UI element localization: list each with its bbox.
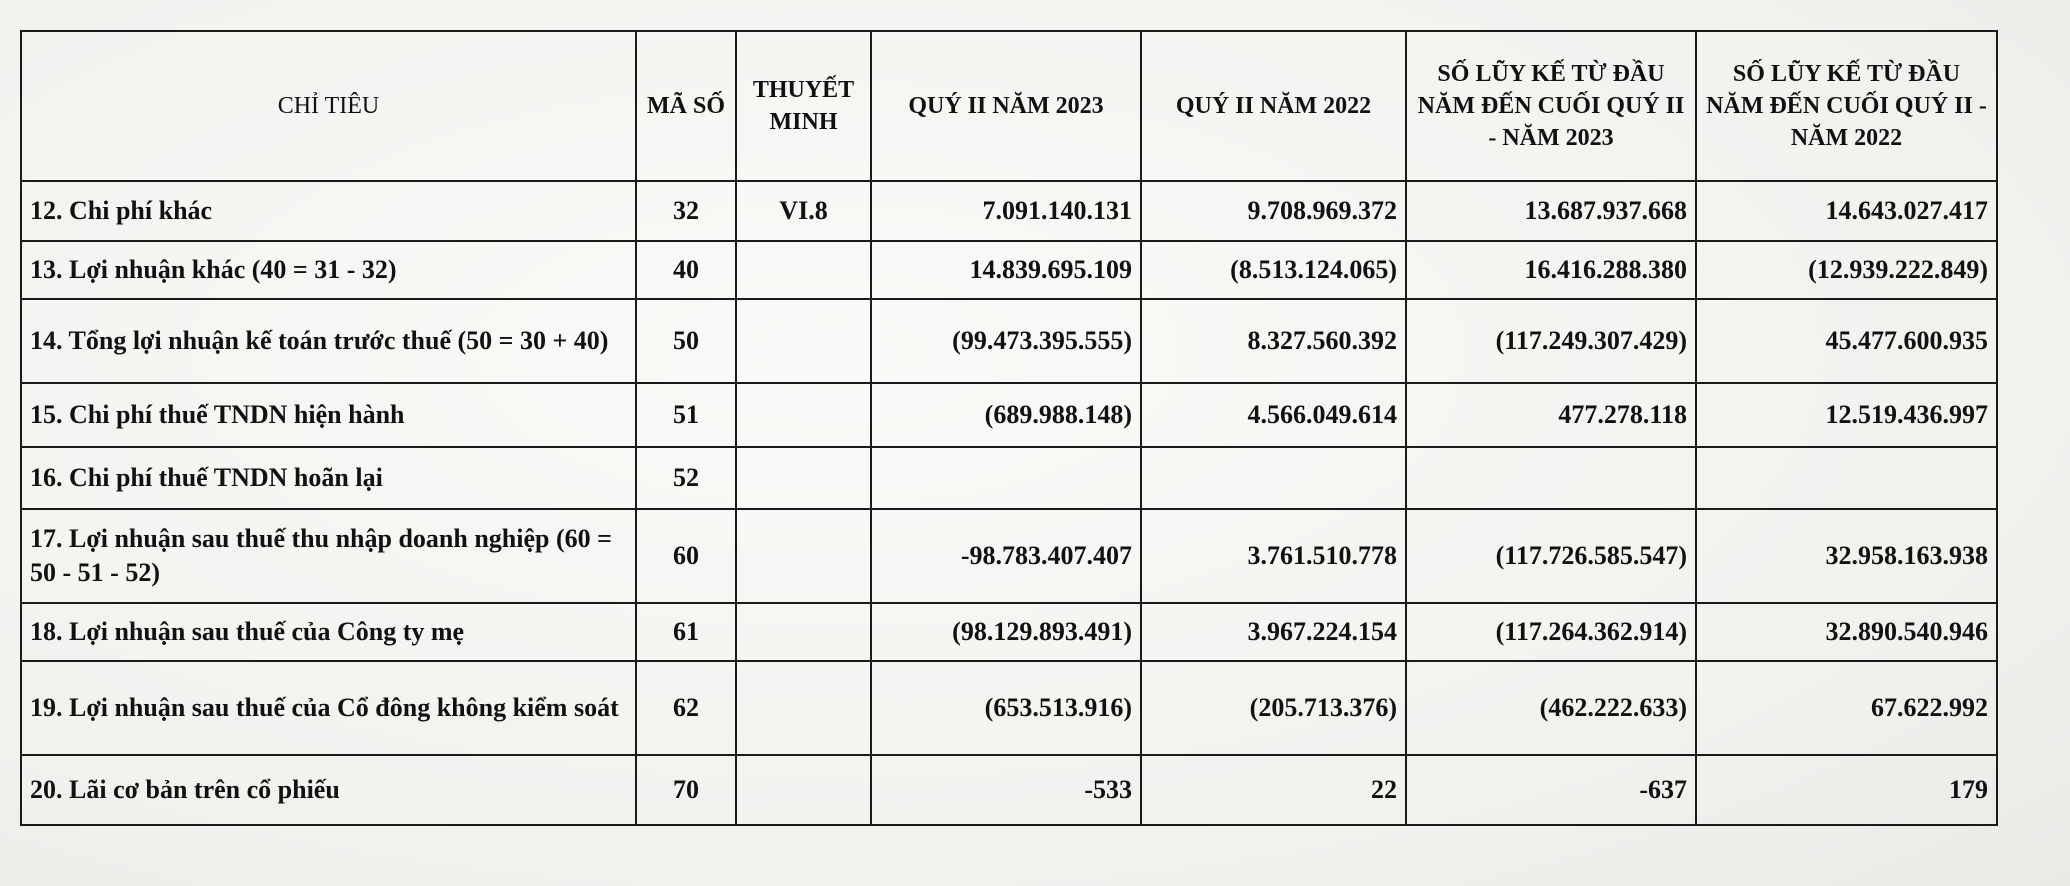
row-ytd-2023: 477.278.118 xyxy=(1406,383,1696,447)
row-q2-2023: (99.473.395.555) xyxy=(871,299,1141,383)
row-q2-2022: (205.713.376) xyxy=(1141,661,1406,755)
row-ytd-2023: -637 xyxy=(1406,755,1696,825)
row-code: 60 xyxy=(636,509,736,603)
row-ytd-2023: 13.687.937.668 xyxy=(1406,181,1696,241)
row-ytd-2022 xyxy=(1696,447,1997,509)
header-q2-2022: QUÝ II NĂM 2022 xyxy=(1141,31,1406,181)
row-ytd-2022: (12.939.222.849) xyxy=(1696,241,1997,299)
row-name: 16. Chi phí thuế TNDN hoãn lại xyxy=(21,447,636,509)
row-name: 19. Lợi nhuận sau thuế của Cổ đông không kiểm soát xyxy=(21,661,636,755)
header-indicator: CHỈ TIÊU xyxy=(21,31,636,181)
row-code: 50 xyxy=(636,299,736,383)
row-code: 61 xyxy=(636,603,736,661)
row-name: 15. Chi phí thuế TNDN hiện hành xyxy=(21,383,636,447)
header-code: MÃ SỐ xyxy=(636,31,736,181)
row-ytd-2023: (117.249.307.429) xyxy=(1406,299,1696,383)
row-q2-2022 xyxy=(1141,447,1406,509)
row-q2-2023: (689.988.148) xyxy=(871,383,1141,447)
table-row xyxy=(21,447,1997,509)
row-ytd-2023: (462.222.633) xyxy=(1406,661,1696,755)
header-q2-2023: QUÝ II NĂM 2023 xyxy=(871,31,1141,181)
row-code: 70 xyxy=(636,755,736,825)
table-row xyxy=(21,755,1997,825)
row-ytd-2023 xyxy=(1406,447,1696,509)
row-q2-2022: 9.708.969.372 xyxy=(1141,181,1406,241)
row-name: 14. Tổng lợi nhuận kế toán trước thuế (50 = 30 + 40) xyxy=(21,299,636,383)
row-code: 51 xyxy=(636,383,736,447)
row-q2-2023: (653.513.916) xyxy=(871,661,1141,755)
header-note: THUYẾT MINH xyxy=(736,31,871,181)
row-note xyxy=(736,755,871,825)
row-q2-2023 xyxy=(871,447,1141,509)
row-name: 17. Lợi nhuận sau thuế thu nhập doanh nghiệp (60 = 50 - 51 - 52) xyxy=(21,509,636,603)
row-name: 13. Lợi nhuận khác (40 = 31 - 32) xyxy=(21,241,636,299)
row-code: 40 xyxy=(636,241,736,299)
row-code: 32 xyxy=(636,181,736,241)
table-row xyxy=(21,603,1997,661)
row-note xyxy=(736,299,871,383)
row-note xyxy=(736,603,871,661)
row-note xyxy=(736,383,871,447)
row-code: 62 xyxy=(636,661,736,755)
income-statement-table xyxy=(20,30,1998,826)
row-note xyxy=(736,509,871,603)
row-note xyxy=(736,661,871,755)
row-name: 20. Lãi cơ bản trên cổ phiếu xyxy=(21,755,636,825)
row-ytd-2022: 32.890.540.946 xyxy=(1696,603,1997,661)
row-note: VI.8 xyxy=(736,181,871,241)
row-ytd-2022: 179 xyxy=(1696,755,1997,825)
row-q2-2023: (98.129.893.491) xyxy=(871,603,1141,661)
table-row xyxy=(21,661,1997,755)
row-q2-2023: 7.091.140.131 xyxy=(871,181,1141,241)
row-q2-2022: 8.327.560.392 xyxy=(1141,299,1406,383)
table-row xyxy=(21,509,1997,603)
row-ytd-2022: 14.643.027.417 xyxy=(1696,181,1997,241)
row-name: 12. Chi phí khác xyxy=(21,181,636,241)
row-ytd-2023: 16.416.288.380 xyxy=(1406,241,1696,299)
table-row xyxy=(21,299,1997,383)
row-q2-2022: 22 xyxy=(1141,755,1406,825)
table-row xyxy=(21,383,1997,447)
header-ytd-2022: SỐ LŨY KẾ TỪ ĐẦU NĂM ĐẾN CUỐI QUÝ II - NĂM 2022 xyxy=(1696,31,1997,181)
row-note xyxy=(736,241,871,299)
row-ytd-2023: (117.264.362.914) xyxy=(1406,603,1696,661)
row-note xyxy=(736,447,871,509)
row-q2-2022: 3.761.510.778 xyxy=(1141,509,1406,603)
row-q2-2023: -98.783.407.407 xyxy=(871,509,1141,603)
header-row xyxy=(21,31,1997,181)
row-q2-2022: 4.566.049.614 xyxy=(1141,383,1406,447)
table-row xyxy=(21,181,1997,241)
row-q2-2022: 3.967.224.154 xyxy=(1141,603,1406,661)
header-ytd-2023: SỐ LŨY KẾ TỪ ĐẦU NĂM ĐẾN CUỐI QUÝ II - NĂM 2023 xyxy=(1406,31,1696,181)
row-ytd-2023: (117.726.585.547) xyxy=(1406,509,1696,603)
row-code: 52 xyxy=(636,447,736,509)
table-row xyxy=(21,241,1997,299)
row-name: 18. Lợi nhuận sau thuế của Công ty mẹ xyxy=(21,603,636,661)
row-ytd-2022: 45.477.600.935 xyxy=(1696,299,1997,383)
row-q2-2023: 14.839.695.109 xyxy=(871,241,1141,299)
row-ytd-2022: 32.958.163.938 xyxy=(1696,509,1997,603)
row-ytd-2022: 67.622.992 xyxy=(1696,661,1997,755)
row-ytd-2022: 12.519.436.997 xyxy=(1696,383,1997,447)
row-q2-2023: -533 xyxy=(871,755,1141,825)
row-q2-2022: (8.513.124.065) xyxy=(1141,241,1406,299)
